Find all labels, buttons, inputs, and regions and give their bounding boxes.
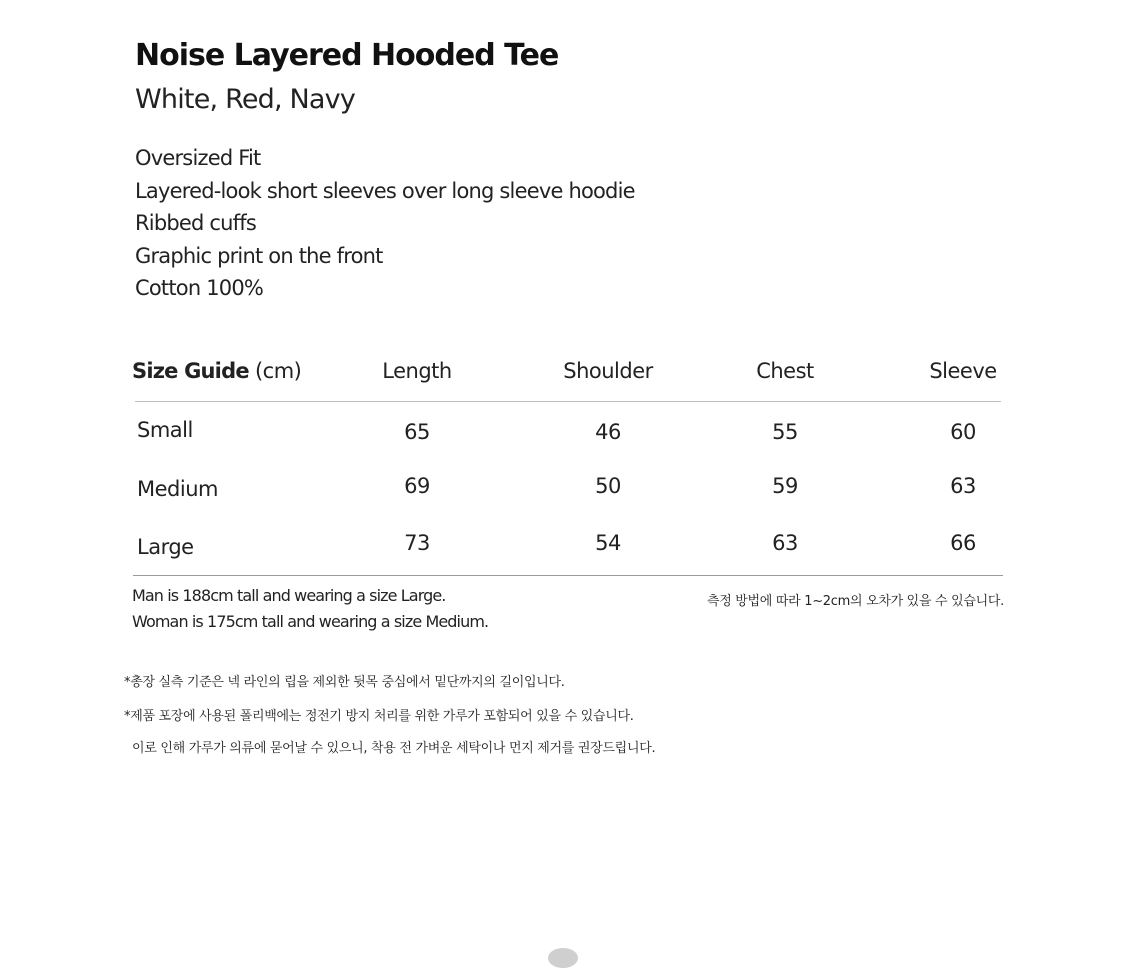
cell-small-length: 65 — [404, 420, 430, 444]
model-note-man: Man is 188cm tall and wearing a size Large. — [132, 586, 446, 605]
feature-item: Oversized Fit — [135, 146, 261, 170]
size-guide-title — [132, 359, 301, 383]
feature-item: Layered-look short sleeves over long sleeve hoodie — [135, 178, 635, 203]
cell-medium-shoulder: 50 — [595, 474, 621, 498]
row-label-medium: Medium — [137, 477, 218, 501]
cell-small-chest: 55 — [772, 420, 798, 444]
cell-large-length: 73 — [404, 531, 430, 555]
feature-item: Ribbed cuffs — [135, 211, 256, 235]
row-label-large: Large — [137, 535, 194, 559]
cell-large-chest: 63 — [772, 531, 798, 555]
column-header-chest: Chest — [756, 359, 814, 383]
column-header-length: Length — [382, 359, 452, 383]
length-measure-note: *총장 실측 기준은 넥 라인의 립을 제외한 뒷목 중심에서 밑단까지의 길이입니다. — [124, 675, 565, 690]
model-note-woman: Woman is 175cm tall and wearing a size Medium. — [132, 612, 489, 631]
table-bottom-divider — [133, 575, 1003, 576]
cell-large-sleeve: 66 — [950, 531, 976, 555]
product-title: Noise Layered Hooded Tee — [135, 38, 559, 73]
row-label-small: Small — [137, 418, 193, 442]
feature-list — [135, 144, 635, 307]
measurement-error-note: 측정 방법에 따라 1~2cm의 오차가 있을 수 있습니다. — [706, 594, 1004, 609]
size-guide-unit: (cm) — [254, 359, 302, 383]
cell-large-shoulder: 54 — [595, 531, 621, 555]
cell-medium-length: 69 — [404, 474, 430, 498]
cell-medium-sleeve: 63 — [950, 474, 976, 498]
table-top-divider — [135, 401, 1001, 402]
column-header-sleeve: Sleeve — [929, 359, 997, 383]
washing-recommendation-note: 이로 인해 가루가 의류에 묻어날 수 있으니, 착용 전 가벼운 세탁이나 먼지 제거를 권장드립니다. — [132, 741, 656, 756]
cell-small-sleeve: 60 — [950, 420, 976, 444]
cell-medium-chest: 59 — [772, 474, 798, 498]
feature-item: Cotton 100% — [135, 276, 264, 300]
column-header-shoulder: Shoulder — [563, 359, 653, 383]
product-colors: White, Red, Navy — [135, 84, 356, 115]
size-guide-label: Size Guide — [132, 359, 249, 383]
packaging-note: *제품 포장에 사용된 폴리백에는 정전기 방지 처리를 위한 가루가 포함되어 있을 수 있습니다. — [124, 709, 634, 724]
partial-graphic — [548, 948, 578, 968]
feature-item: Graphic print on the front — [135, 243, 383, 268]
cell-small-shoulder: 46 — [595, 420, 621, 444]
